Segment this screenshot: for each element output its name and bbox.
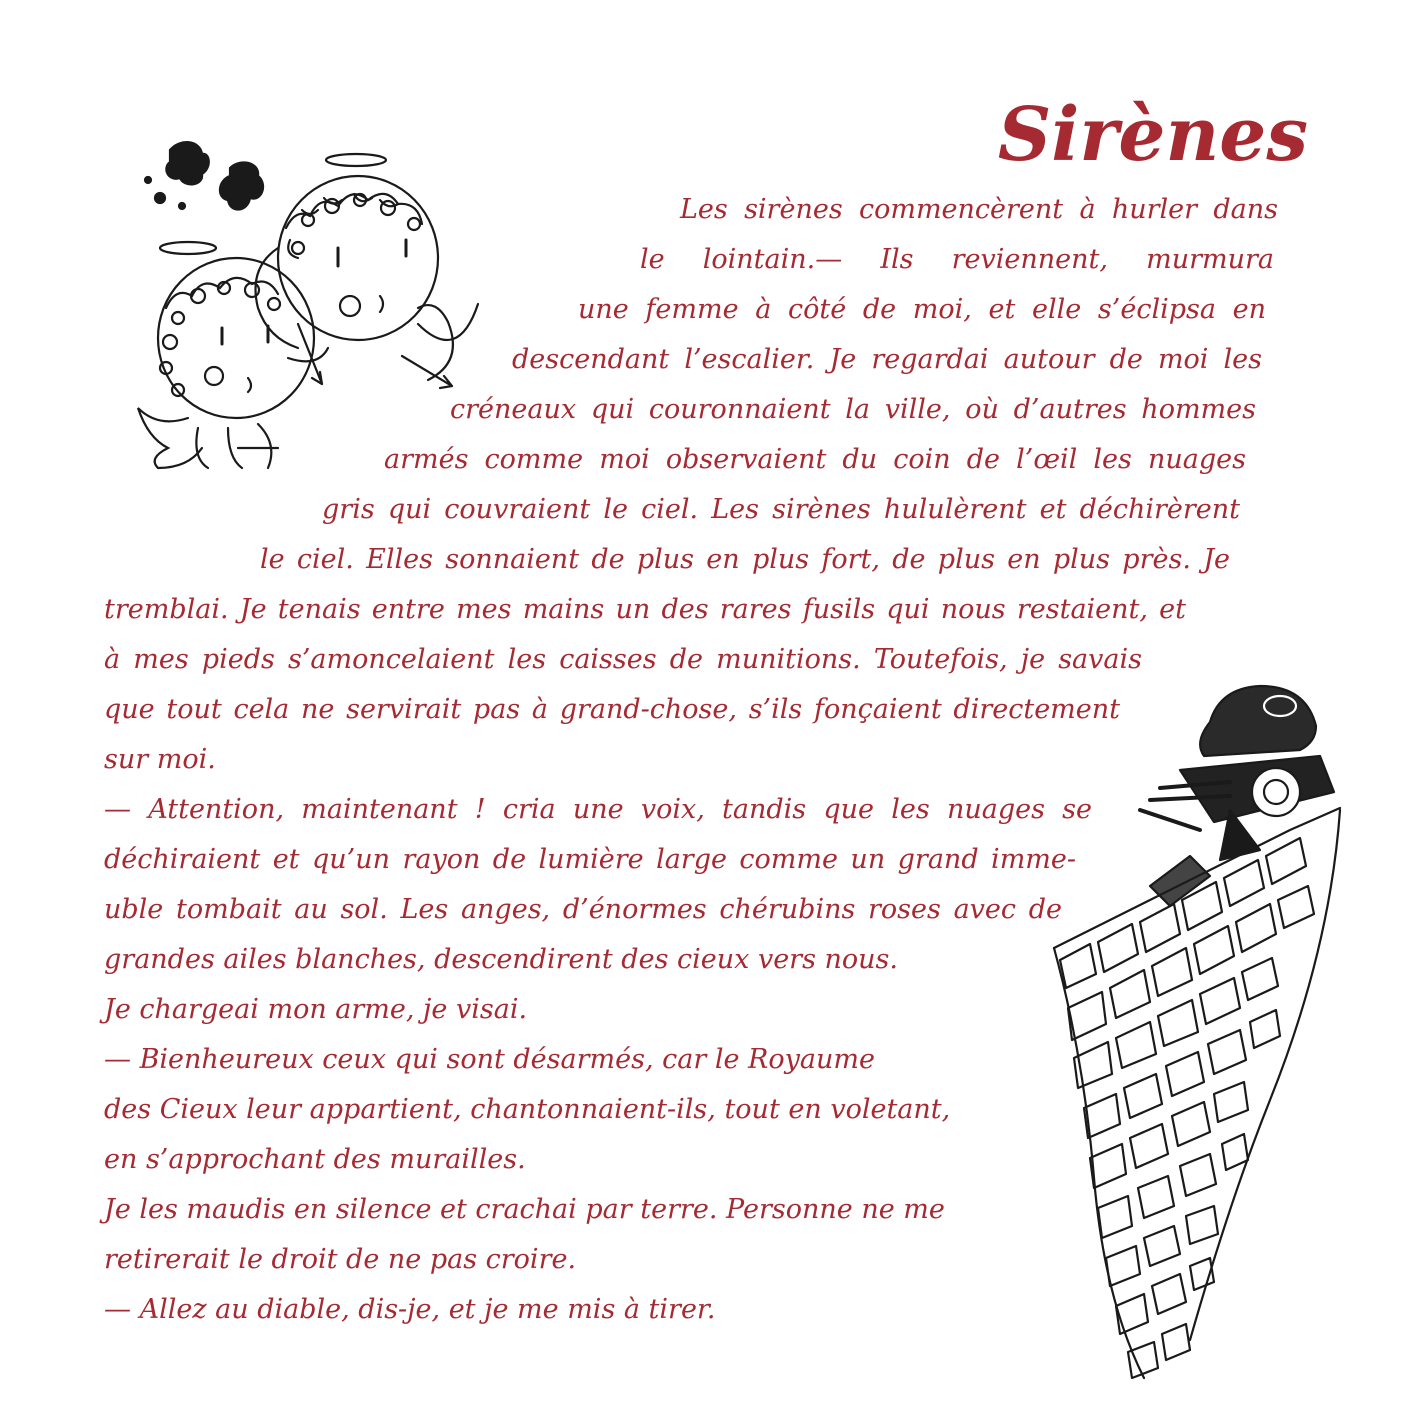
- text-line: — Bienheureux ceux qui sont désarmés, car le Royaume: [104, 1044, 875, 1075]
- text-line: le ciel. Elles sonnaient de plus en plus fort, de plus en plus près. Je: [260, 544, 1230, 575]
- text-line: — Allez au diable, dis-je, et je me mis à tirer.: [104, 1294, 716, 1325]
- text-line: grandes ailes blanches, descendirent des cieux vers nous.: [104, 944, 898, 975]
- text-line: uble tombait au sol. Les anges, d’énormes chérubins roses avec de: [104, 894, 1062, 925]
- text-line: descendant l’escalier. Je regardai autour de moi les: [512, 344, 1262, 375]
- text-line: tremblai. Je tenais entre mes mains un des rares fusils qui nous restaient, et: [104, 594, 1186, 625]
- text-line: gris qui couvraient le ciel. Les sirènes hululèrent et déchirèrent: [322, 494, 1240, 525]
- tower-with-gun-illustration: [1040, 660, 1370, 1400]
- text-line: déchiraient et qu’un rayon de lumière large comme un grand imme-: [104, 844, 1076, 875]
- text-line: des Cieux leur appartient, chantonnaient-ils, tout en voletant,: [104, 1094, 951, 1125]
- text-line: sur moi.: [104, 744, 216, 775]
- text-line: créneaux qui couronnaient la ville, où d’autres hommes: [450, 394, 1256, 425]
- text-line: à mes pieds s’amoncelaient les caisses de munitions. Toutefois, je savais: [104, 644, 1142, 675]
- text-line: Je les maudis en silence et crachai par terre. Personne ne me: [104, 1194, 945, 1225]
- text-line: une femme à côté de moi, et elle s’éclipsa en: [578, 294, 1266, 325]
- page-title: Sirènes: [997, 92, 1308, 178]
- text-line: armés comme moi observaient du coin de l’œil les nuages: [384, 444, 1246, 475]
- text-line: en s’approchant des murailles.: [104, 1144, 526, 1175]
- text-line: retirerait le droit de ne pas croire.: [104, 1244, 577, 1275]
- text-line: le lointain.— Ils reviennent, murmura: [640, 244, 1274, 275]
- text-line: Les sirènes commencèrent à hurler dans: [680, 194, 1278, 225]
- text-line: Je chargeai mon arme, je visai.: [104, 994, 528, 1025]
- text-line: que tout cela ne servirait pas à grand-chose, s’ils fonçaient directement: [104, 694, 1120, 725]
- text-line: — Attention, maintenant ! cria une voix, tandis que les nuages se: [104, 794, 1092, 825]
- cherubs-illustration: [118, 128, 490, 488]
